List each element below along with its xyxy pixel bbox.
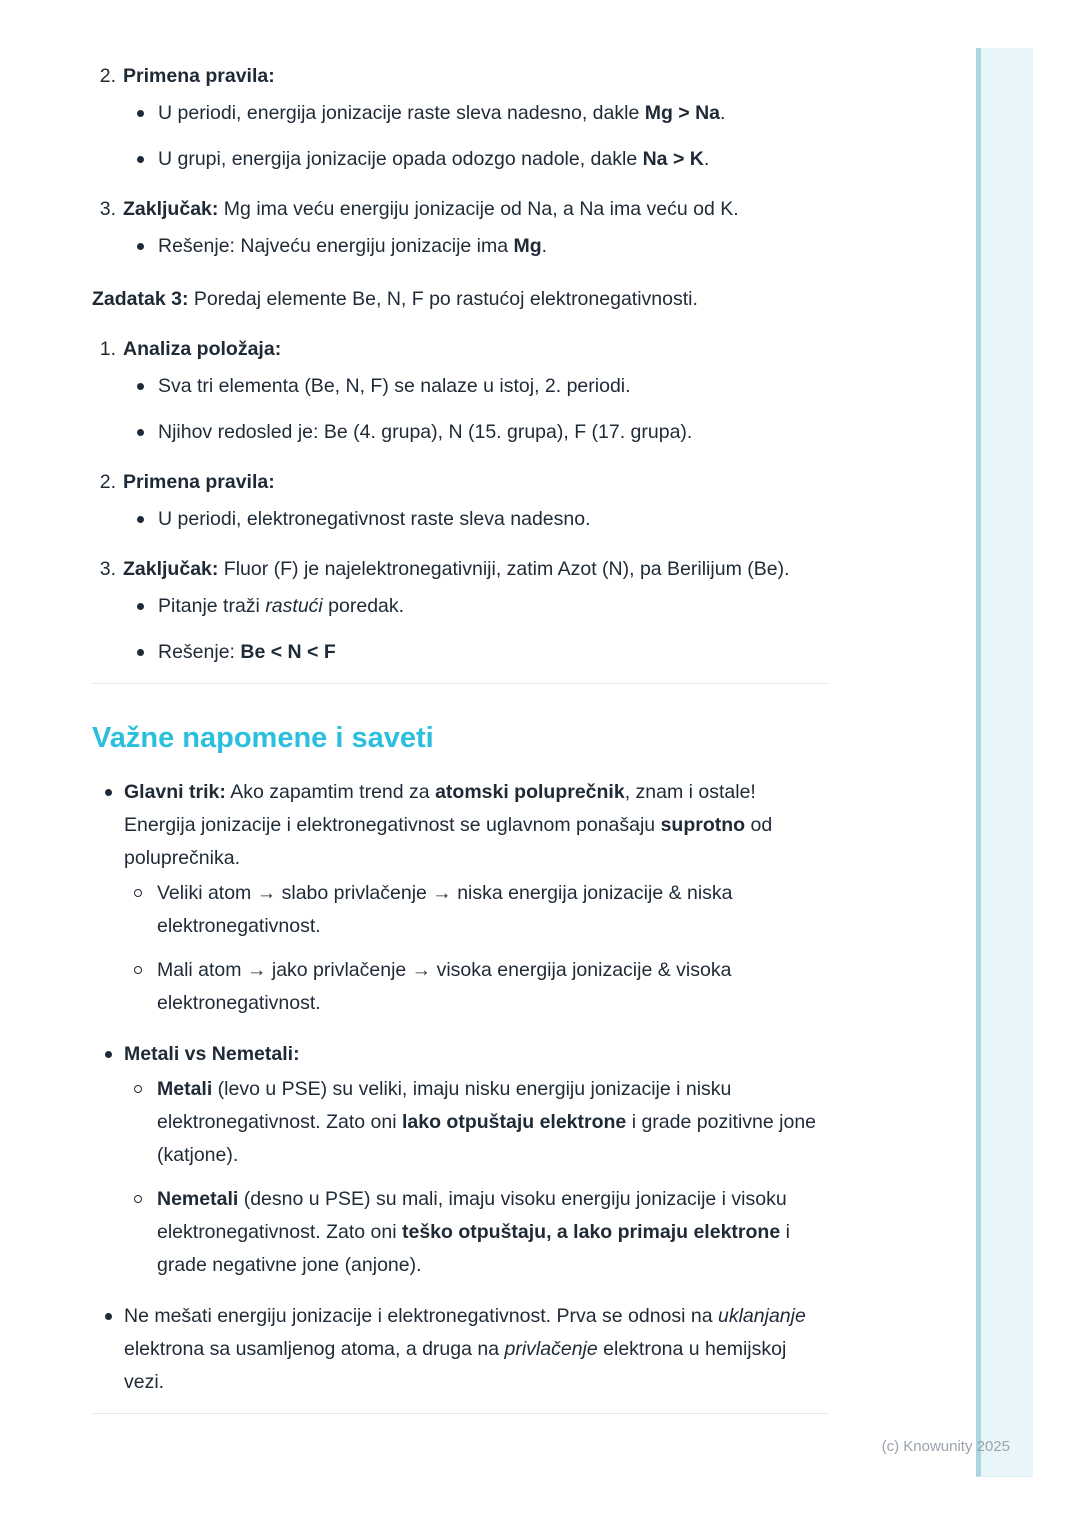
text-run: Zaključak: [123, 558, 219, 580]
text-run: U periodi, elektronegativnost raste sleva nadesno. [158, 508, 591, 530]
list-item-text [157, 954, 829, 1020]
list-item-text [124, 1300, 829, 1399]
text-run: atomski poluprečnik [435, 781, 625, 803]
list-item-text [158, 590, 829, 623]
text-run: Na > K [642, 148, 704, 170]
top-bullet-body [124, 776, 829, 1020]
bullet-item [123, 636, 829, 669]
bullet-icon [123, 370, 158, 403]
text-run: U periodi, energija jonizacije raste sleva nadesno, dakle [158, 102, 645, 124]
paragraph [92, 283, 829, 316]
text-run: Be < N < F [240, 641, 336, 663]
text-run: U grupi, energija jonizacije opada odozgo nadole, dakle [158, 148, 643, 170]
sub-bullet-item [124, 1183, 829, 1282]
disc-bullet-icon [137, 516, 144, 523]
text-run: teško otpuštaju, a lako primaju elektrone [401, 1221, 781, 1243]
list-item-text [158, 503, 829, 536]
text-run: Metali [157, 1078, 213, 1100]
text-run: privlačenje [504, 1338, 598, 1360]
text-run: i grade negativne jone (anjone). [157, 1221, 790, 1276]
text-run: Ako zapamtim trend za [225, 781, 436, 803]
text-run: Veliki atom → slabo privlačenje → niska energija jonizacije & niska elektronegativnost. [157, 882, 733, 937]
numbered-item [92, 60, 829, 176]
bullet-list [123, 230, 829, 263]
bullet-item [123, 230, 829, 263]
bullet-icon [124, 1073, 157, 1172]
text-run: (desno u PSE) su mali, imaju visoku energiju jonizacije i visoku elektronegativnost. Zato oni [157, 1188, 787, 1243]
bullet-list [123, 503, 829, 536]
numbered-item [92, 553, 829, 669]
bullet-item [123, 370, 829, 403]
list-item-text [158, 97, 829, 130]
list-item-text [158, 416, 829, 449]
document-content [92, 60, 829, 1414]
top-bullet-body [124, 1038, 829, 1282]
copyright-watermark: (c) Knowunity 2025 [881, 1438, 1010, 1455]
section-divider [92, 683, 829, 684]
circle-bullet-icon [134, 889, 142, 897]
bullet-icon [124, 1183, 157, 1282]
bullet-item [123, 416, 829, 449]
text-run: suprotno [660, 814, 746, 836]
text-run: Poredaj elemente Be, N, F po rastućoj elektronegativnosti. [188, 288, 698, 310]
text-run: Metali vs Nemetali: [124, 1043, 300, 1065]
text-run: Mg > Na [644, 102, 721, 124]
bullet-icon [92, 1038, 124, 1282]
text-run: Rešenje: [158, 641, 241, 663]
top-bullet-item [92, 1038, 829, 1282]
disc-bullet-icon [137, 243, 144, 250]
numbered-item-body [123, 60, 829, 176]
numbered-item-text [123, 193, 829, 226]
text-run: Primena pravila: [123, 65, 275, 87]
disc-bullet-icon [137, 603, 144, 610]
bullet-icon [123, 143, 158, 176]
text-run: poredak. [322, 595, 405, 617]
disc-bullet-icon [105, 789, 112, 796]
disc-bullet-icon [137, 110, 144, 117]
circle-bullet-icon [134, 966, 142, 974]
list-item-text [157, 1073, 829, 1172]
sub-bullet-item [124, 1073, 829, 1172]
disc-bullet-icon [105, 1051, 112, 1058]
list-item-text [158, 370, 829, 403]
text-run: Analiza položaja: [123, 338, 282, 360]
numbered-item [92, 193, 829, 263]
list-item-text [158, 143, 829, 176]
text-run: elektrona sa usamljenog atoma, a druga na [124, 1338, 505, 1360]
list-item-text [158, 636, 829, 669]
text-run: . [703, 148, 710, 170]
sub-bullet-item [124, 877, 829, 943]
top-bullet-item [92, 776, 829, 1020]
list-number: 3. [99, 198, 116, 220]
bullet-icon [124, 877, 157, 943]
text-run: Mg ima veću energiju jonizacije od Na, a Na ima veću od K. [218, 198, 739, 220]
text-run: od poluprečnika. [124, 814, 773, 869]
bullet-icon [92, 776, 124, 1020]
bullet-icon [123, 636, 158, 669]
numbered-item-body [123, 466, 829, 536]
bullet-icon [123, 416, 158, 449]
list-item-text [124, 1038, 829, 1071]
text-run: Rešenje: Najveću energiju jonizacije ima [158, 235, 514, 257]
disc-bullet-icon [105, 1313, 112, 1320]
list-number: 2. [99, 471, 116, 493]
circle-bullet-icon [134, 1195, 142, 1203]
text-run: . [720, 102, 726, 124]
circle-bullet-icon [134, 1085, 142, 1093]
text-run: Sva tri elementa (Be, N, F) se nalaze u istoj, 2. periodi. [158, 375, 631, 397]
disc-bullet-icon [137, 156, 144, 163]
disc-bullet-icon [137, 429, 144, 436]
top-bullet-item [92, 1300, 829, 1399]
sub-bullet-list [124, 1073, 829, 1282]
disc-bullet-icon [137, 649, 144, 656]
disc-bullet-icon [137, 383, 144, 390]
text-run: Primena pravila: [123, 471, 275, 493]
section-heading: Važne napomene i saveti [92, 722, 434, 754]
numbered-item [92, 466, 829, 536]
sub-bullet-list [124, 877, 829, 1020]
numbered-item-text [123, 60, 829, 93]
list-item-text [158, 230, 829, 263]
text-run: rastući [265, 595, 323, 617]
section-divider [92, 1413, 829, 1414]
text-run: Fluor (F) je najelektronegativniji, zatim Azot (N), pa Berilijum (Be). [218, 558, 790, 580]
text-run: Mg [513, 235, 542, 257]
text-run: . [541, 235, 548, 257]
bullet-item [123, 143, 829, 176]
bullet-icon [123, 590, 158, 623]
text-run: Ne mešati energiju jonizacije i elektronegativnost. Prva se odnosi na [124, 1305, 718, 1327]
bullet-list [123, 370, 829, 449]
numbered-item-body [123, 193, 829, 263]
text-run: Zaključak: [123, 198, 219, 220]
bullet-list [123, 590, 829, 669]
text-run: Nemetali [157, 1188, 239, 1210]
text-run: Pitanje traži [158, 595, 266, 617]
list-item-text [124, 776, 829, 875]
bullet-list [123, 97, 829, 176]
text-run: lako otpuštaju elektrone [401, 1111, 627, 1133]
numbered-item [92, 333, 829, 449]
list-number: 2. [99, 65, 116, 87]
bullet-item [123, 503, 829, 536]
text-run: uklanjanje [718, 1305, 806, 1327]
bullet-item [123, 97, 829, 130]
top-bullet-body [124, 1300, 829, 1399]
bullet-icon [123, 230, 158, 263]
text-run: Glavni trik: [124, 781, 226, 803]
text-run: , znam i ostale! Energija jonizacije i elektronegativnost se uglavnom ponašaju [124, 781, 756, 836]
bullet-icon [123, 97, 158, 130]
text-run: i grade pozitivne jone (katjone). [157, 1111, 817, 1166]
bullet-icon [92, 1300, 124, 1399]
numbered-item-body [123, 333, 829, 449]
numbered-item-text [123, 333, 829, 366]
text-run: Mali atom → jako privlačenje → visoka energija jonizacije & visoka elektronegativnost. [157, 959, 732, 1014]
text-run: (levo u PSE) su veliki, imaju nisku energiju jonizacije i nisku elektronegativnost. Zato oni [157, 1078, 732, 1133]
sub-bullet-item [124, 954, 829, 1020]
list-number: 3. [99, 558, 116, 580]
numbered-item-body [123, 553, 829, 669]
list-number: 1. [99, 338, 116, 360]
bullet-icon [123, 503, 158, 536]
numbered-item-text [123, 553, 829, 586]
bullet-item [123, 590, 829, 623]
numbered-item-text [123, 466, 829, 499]
text-run: elektrona u hemijskoj vezi. [124, 1338, 787, 1393]
bullet-icon [124, 954, 157, 1020]
list-item-text [157, 1183, 829, 1282]
next-page-edge-panel [976, 48, 1033, 1477]
list-item-text [157, 877, 829, 943]
text-run: Njihov redosled je: Be (4. grupa), N (15. grupa), F (17. grupa). [158, 421, 693, 443]
text-run: Zadatak 3: [92, 288, 189, 310]
